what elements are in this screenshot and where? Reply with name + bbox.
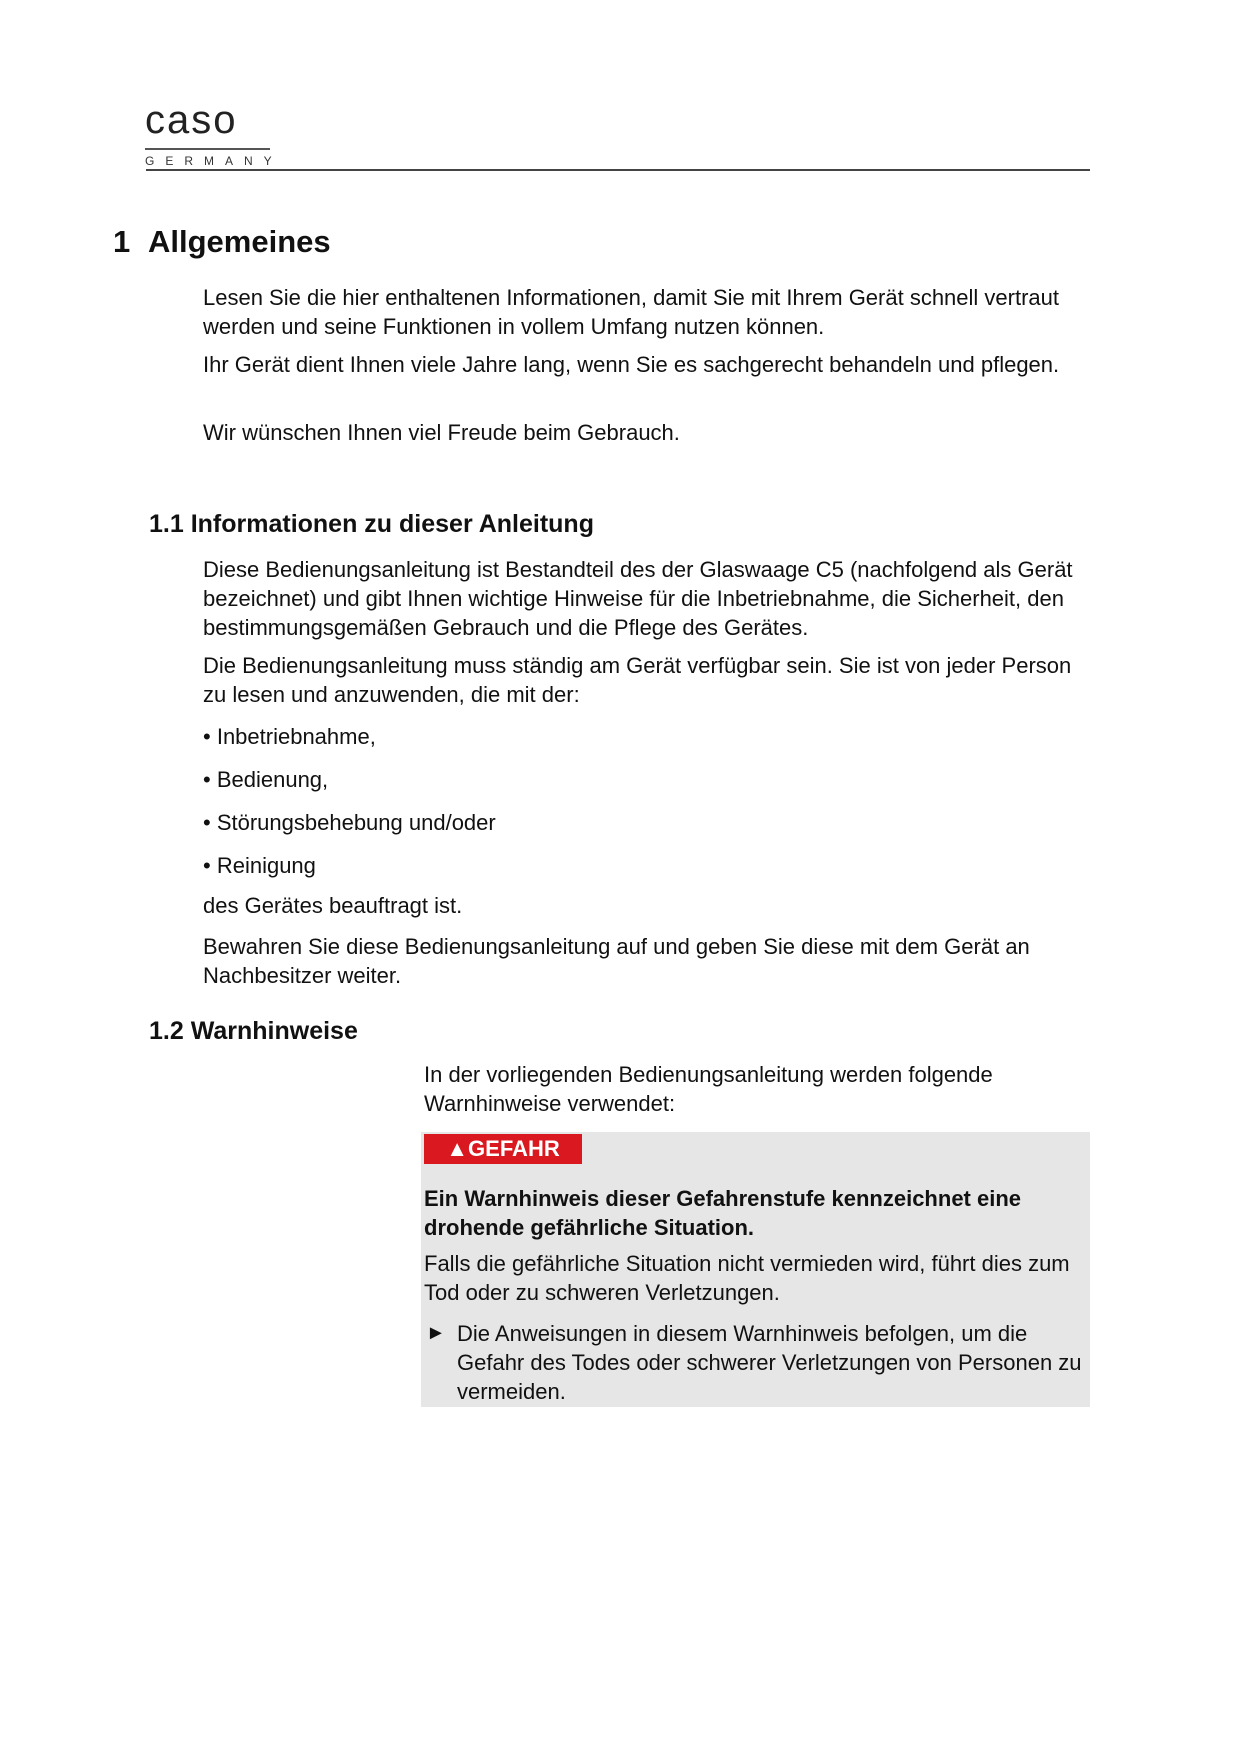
- bullet-text: Störungsbehebung und/oder: [216, 810, 496, 835]
- warning-bold-text: Ein Warnhinweis dieser Gefahrenstufe kennzeichnet eine drohende gefährliche Situation.: [424, 1186, 1022, 1240]
- header-rule: [146, 169, 1090, 171]
- logo-sub: GERMANY: [145, 148, 270, 168]
- paragraph: Die Bedienungsanleitung muss ständig am Gerät verfügbar sein. Sie ist von jeder Person zu lesen und anzuwenden, die mit der:: [203, 653, 1072, 707]
- subsection-title: 1.1 Informationen zu dieser Anleitung: [149, 510, 594, 538]
- bullet-item: • Störungsbehebung und/oder: [203, 810, 496, 835]
- bullet-text: Reinigung: [216, 853, 316, 878]
- warning-text: Falls die gefährliche Situation nicht vermieden wird, führt dies zum Tod oder zu schweren Verletzungen.: [424, 1251, 1070, 1305]
- warning-action: Die Anweisungen in diesem Warnhinweis befolgen, um die Gefahr des Todes oder schwerer Verletzungen von Personen zu vermeiden.: [457, 1321, 1082, 1404]
- caso-logo: [145, 98, 283, 170]
- paragraph: In der vorliegenden Bedienungsanleitung werden folgende Warnhinweise verwendet:: [424, 1062, 993, 1116]
- bullet-text: Bedienung,: [216, 767, 329, 792]
- paragraph: Bewahren Sie diese Bedienungsanleitung auf und geben Sie diese mit dem Gerät an Nachbesitzer weiter.: [203, 934, 1030, 988]
- arrow-right-icon: ►: [426, 1322, 446, 1344]
- bullet-item: • Bedienung,: [203, 767, 329, 792]
- paragraph: des Gerätes beauftragt ist.: [203, 893, 463, 918]
- paragraph: Lesen Sie die hier enthaltenen Informationen, damit Sie mit Ihrem Gerät schnell vertraut werden und seine Funktionen in vollem Umfang nutzen können.: [203, 285, 1060, 339]
- section-title: Allgemeines: [148, 224, 331, 259]
- bullet-item: • Inbetriebnahme,: [203, 724, 376, 749]
- logo-word: caso: [145, 98, 238, 142]
- warning-triangle-icon: ▲: [446, 1136, 469, 1161]
- danger-label: [424, 1134, 582, 1164]
- paragraph: Diese Bedienungsanleitung ist Bestandteil des der Glaswaage C5 (nachfolgend als Gerät bezeichnet) und gibt Ihnen wichtige Hinweise für die Inbetriebnahme, die Sicherheit, den bestimmungsgemäßen Gebrauch und die Pflege des Gerätes.: [203, 557, 1073, 640]
- bullet-item: • Reinigung: [203, 853, 316, 878]
- subsection-title: 1.2 Warnhinweise: [149, 1017, 358, 1045]
- section-number: 1: [113, 224, 131, 259]
- paragraph: Wir wünschen Ihnen viel Freude beim Gebrauch.: [203, 420, 680, 445]
- bullet-text: Inbetriebnahme,: [216, 724, 376, 749]
- paragraph: Ihr Gerät dient Ihnen viele Jahre lang, wenn Sie es sachgerecht behandeln und pflegen.: [203, 352, 1060, 377]
- danger-label-text: GEFAHR: [468, 1136, 560, 1161]
